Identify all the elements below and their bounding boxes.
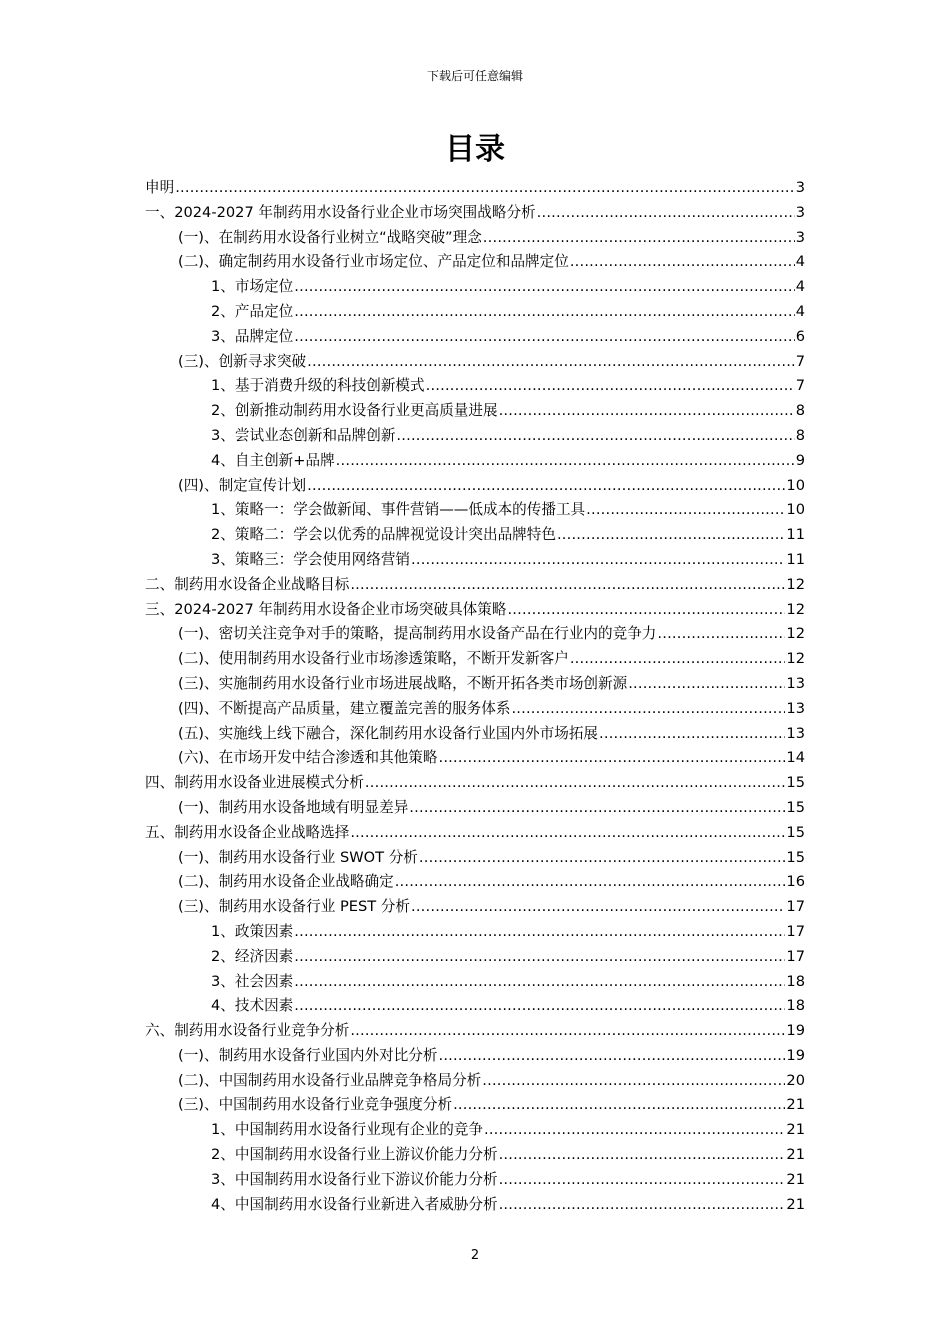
toc-entry-text: 2、中国制药用水设备行业上游议价能力分析 (211, 1146, 498, 1164)
toc-dot-leader (294, 945, 785, 970)
toc-entry-page: 12 (786, 575, 805, 593)
toc-entry-text: 2、经济因素 (211, 947, 294, 965)
toc-entry-text: 1、中国制药用水设备行业现有企业的竞争 (211, 1121, 483, 1139)
toc-entry-text: 五、制药用水设备企业战略选择 (145, 823, 350, 841)
toc-entry-page: 15 (786, 823, 805, 841)
toc-entry-page: 4 (795, 302, 805, 320)
toc-entry[interactable] (145, 870, 805, 895)
toc-entry-text: 1、策略一：学会做新闻、事件营销——低成本的传播工具 (211, 501, 586, 519)
toc-entry[interactable] (145, 1069, 805, 1094)
toc-dot-leader (586, 498, 785, 523)
toc-entry-text: 3、尝试业态创新和品牌创新 (211, 426, 396, 444)
toc-dot-leader (411, 895, 785, 920)
toc-entry-text: 4、自主创新+品牌 (211, 451, 335, 469)
toc-dot-leader (307, 474, 785, 499)
toc-entry[interactable] (145, 895, 805, 920)
toc-dot-leader (395, 870, 786, 895)
toc-dot-leader (499, 1193, 786, 1218)
toc-entry[interactable] (145, 474, 805, 499)
toc-entry[interactable] (145, 1118, 805, 1143)
toc-entry-text: 3、品牌定位 (211, 327, 294, 345)
toc-entry-text: (二)、中国制药用水设备行业品牌竞争格局分析 (178, 1071, 482, 1089)
toc-dot-leader (453, 1093, 785, 1118)
toc-entry[interactable] (145, 746, 805, 771)
toc-entry-text: (六)、在市场开发中结合渗透和其他策略 (178, 749, 438, 767)
toc-entry[interactable] (145, 1093, 805, 1118)
toc-entry-page: 15 (786, 774, 805, 792)
toc-entry-text: (三)、中国制药用水设备行业竞争强度分析 (178, 1096, 453, 1114)
toc-entry[interactable] (145, 250, 805, 275)
toc-entry[interactable] (145, 275, 805, 300)
toc-entry[interactable] (145, 920, 805, 945)
toc-entry-text: (一)、密切关注竞争对手的策略，提高制药用水设备产品在行业内的竞争力 (178, 625, 657, 643)
toc-dot-leader (350, 1019, 785, 1044)
toc-entry-text: (五)、实施线上线下融合，深化制药用水设备行业国内外市场拓展 (178, 724, 599, 742)
toc-entry-text: 1、市场定位 (211, 278, 294, 296)
toc-dot-leader (294, 920, 785, 945)
toc-entry-page: 3 (795, 203, 805, 221)
toc-dot-leader (484, 1118, 785, 1143)
toc-entry-page: 9 (795, 451, 805, 469)
toc-entry-page: 11 (786, 550, 805, 568)
toc-dot-leader (537, 201, 795, 226)
toc-entry[interactable] (145, 1019, 805, 1044)
toc-dot-leader (294, 275, 794, 300)
toc-entry-page: 15 (786, 798, 805, 816)
toc-dot-leader (307, 350, 795, 375)
toc-entry-text: (二)、使用制药用水设备行业市场渗透策略，不断开发新客户 (178, 650, 569, 668)
toc-dot-leader (336, 449, 795, 474)
toc-entry-page: 19 (786, 1046, 805, 1064)
toc-entry-text: 四、制药用水设备业进展模式分析 (145, 774, 364, 792)
toc-dot-leader (426, 374, 795, 399)
toc-entry-text: 2、策略二：学会以优秀的品牌视觉设计突出品牌特色 (211, 526, 556, 544)
toc-entry-page: 21 (786, 1096, 805, 1114)
toc-entry-page: 12 (786, 625, 805, 643)
toc-title: 目录 (445, 132, 505, 167)
toc-entry-page: 6 (795, 327, 805, 345)
toc-entry-page: 8 (795, 402, 805, 420)
toc-entry-text: (一)、制药用水设备行业国内外对比分析 (178, 1046, 438, 1064)
toc-entry-page: 16 (786, 873, 805, 891)
toc-entry-text: (四)、制定宣传计划 (178, 476, 307, 494)
toc-entry-page: 7 (795, 352, 805, 370)
toc-entry-text: (一)、制药用水设备行业 SWOT 分析 (178, 848, 418, 866)
toc-dot-leader (499, 1168, 786, 1193)
toc-entry-page: 21 (786, 1146, 805, 1164)
toc-entry[interactable] (145, 350, 805, 375)
toc-entry-text: (二)、制药用水设备企业战略确定 (178, 873, 394, 891)
toc-dot-leader (557, 523, 785, 548)
toc-entry-page: 13 (786, 674, 805, 692)
toc-entry-page: 18 (786, 972, 805, 990)
toc-entry-page: 7 (795, 377, 805, 395)
toc-entry[interactable] (145, 945, 805, 970)
toc-entry-page: 8 (795, 426, 805, 444)
toc-entry[interactable] (145, 573, 805, 598)
toc-dot-leader (294, 325, 794, 350)
toc-dot-leader (411, 548, 785, 573)
toc-entry[interactable] (145, 672, 805, 697)
toc-dot-leader (294, 300, 794, 325)
toc-entry[interactable] (145, 523, 805, 548)
toc-entry[interactable] (145, 970, 805, 995)
toc-entry-page: 21 (786, 1170, 805, 1188)
toc-entry-text: 3、社会因素 (211, 972, 294, 990)
toc-entry-text: 1、基于消费升级的科技创新模式 (211, 377, 425, 395)
toc-dot-leader (438, 1044, 785, 1069)
toc-entry[interactable] (145, 771, 805, 796)
toc-entry-page: 21 (786, 1195, 805, 1213)
toc-dot-leader (350, 573, 785, 598)
toc-entry-text: 3、中国制药用水设备行业下游议价能力分析 (211, 1170, 498, 1188)
toc-entry-page: 17 (786, 947, 805, 965)
toc-dot-leader (294, 994, 785, 1019)
toc-entry-text: 2、创新推动制药用水设备行业更高质量进展 (211, 402, 498, 420)
toc-dot-leader (396, 424, 794, 449)
toc-dot-leader (499, 399, 795, 424)
page-number: 2 (470, 1248, 480, 1263)
toc-entry[interactable] (145, 1044, 805, 1069)
toc-entry-text: 二、制药用水设备企业战略目标 (145, 575, 350, 593)
toc-entry-page: 21 (786, 1121, 805, 1139)
toc-entry-page: 11 (786, 526, 805, 544)
toc-entry[interactable] (145, 399, 805, 424)
toc-dot-leader (175, 176, 795, 201)
toc-dot-leader (294, 970, 785, 995)
toc-entry-text: 六、制药用水设备行业竞争分析 (145, 1022, 350, 1040)
toc-entry-page: 3 (795, 228, 805, 246)
toc-entry-page: 14 (786, 749, 805, 767)
toc-entry-text: 4、技术因素 (211, 997, 294, 1015)
toc-entry-text: 三、2024-2027 年制药用水设备企业市场突破具体策略 (145, 600, 507, 618)
toc-entry[interactable] (145, 325, 805, 350)
toc-entry-page: 19 (786, 1022, 805, 1040)
toc-dot-leader (499, 1143, 786, 1168)
toc-dot-leader (483, 226, 795, 251)
toc-dot-leader (438, 746, 785, 771)
toc-entry-text: (一)、制药用水设备地域有明显差异 (178, 798, 409, 816)
toc-dot-leader (365, 771, 786, 796)
toc-entry-text: 申明 (145, 179, 175, 196)
toc-dot-leader (570, 250, 795, 275)
toc-entry-page: 20 (786, 1071, 805, 1089)
toc-entry[interactable] (145, 374, 805, 399)
toc-entry[interactable] (145, 994, 805, 1019)
toc-entry-text: 一、2024-2027 年制药用水设备行业企业市场突围战略分析 (145, 203, 536, 221)
toc-entry-text: 2、产品定位 (211, 302, 294, 320)
table-of-contents (145, 176, 805, 1217)
toc-dot-leader (599, 722, 785, 747)
toc-entry-page: 12 (786, 600, 805, 618)
toc-entry[interactable] (145, 598, 805, 623)
toc-entry[interactable] (145, 1168, 805, 1193)
toc-entry[interactable] (145, 424, 805, 449)
toc-entry-page: 3 (795, 179, 805, 196)
toc-dot-leader (628, 672, 785, 697)
toc-dot-leader (419, 846, 786, 871)
toc-entry-text: (一)、在制药用水设备行业树立“战略突破”理念 (178, 228, 482, 246)
toc-dot-leader (657, 622, 785, 647)
toc-entry-text: 3、策略三：学会使用网络营销 (211, 550, 411, 568)
toc-entry-page: 10 (786, 476, 805, 494)
toc-entry[interactable] (145, 1193, 805, 1218)
toc-dot-leader (482, 1069, 785, 1094)
toc-entry-text: (三)、实施制药用水设备行业市场进展战略，不断开拓各类市场创新源 (178, 674, 628, 692)
toc-entry[interactable] (145, 226, 805, 251)
toc-entry-page: 13 (786, 724, 805, 742)
toc-entry-page: 18 (786, 997, 805, 1015)
toc-entry-text: (二)、确定制药用水设备行业市场定位、产品定位和品牌定位 (178, 253, 569, 271)
toc-entry[interactable] (145, 647, 805, 672)
toc-entry-text: (三)、制药用水设备行业 PEST 分析 (178, 898, 410, 916)
toc-entry-page: 12 (786, 650, 805, 668)
toc-entry[interactable] (145, 1143, 805, 1168)
toc-entry-page: 15 (786, 848, 805, 866)
toc-dot-leader (570, 647, 786, 672)
toc-entry[interactable] (145, 548, 805, 573)
toc-entry[interactable] (145, 498, 805, 523)
toc-entry[interactable] (145, 846, 805, 871)
toc-entry[interactable] (145, 201, 805, 226)
page-header: 下载后可任意编辑 (426, 69, 523, 83)
toc-entry[interactable] (145, 176, 805, 201)
toc-entry[interactable] (145, 796, 805, 821)
toc-dot-leader (409, 796, 785, 821)
toc-entry-page: 4 (795, 278, 805, 296)
toc-dot-leader (507, 598, 785, 623)
toc-entry-page: 17 (786, 922, 805, 940)
toc-entry[interactable] (145, 821, 805, 846)
toc-entry-page: 4 (795, 253, 805, 271)
toc-entry-page: 17 (786, 898, 805, 916)
toc-entry[interactable] (145, 300, 805, 325)
toc-entry-text: (三)、创新寻求突破 (178, 352, 307, 370)
toc-entry-text: (四)、不断提高产品质量，建立覆盖完善的服务体系 (178, 699, 511, 717)
toc-entry[interactable] (145, 722, 805, 747)
toc-entry-page: 13 (786, 699, 805, 717)
toc-dot-leader (350, 821, 785, 846)
toc-entry-page: 10 (786, 501, 805, 519)
toc-entry-text: 4、中国制药用水设备行业新进入者威胁分析 (211, 1195, 498, 1213)
toc-entry[interactable] (145, 449, 805, 474)
toc-dot-leader (511, 697, 785, 722)
toc-entry-text: 1、政策因素 (211, 922, 294, 940)
toc-entry[interactable] (145, 697, 805, 722)
toc-entry[interactable] (145, 622, 805, 647)
